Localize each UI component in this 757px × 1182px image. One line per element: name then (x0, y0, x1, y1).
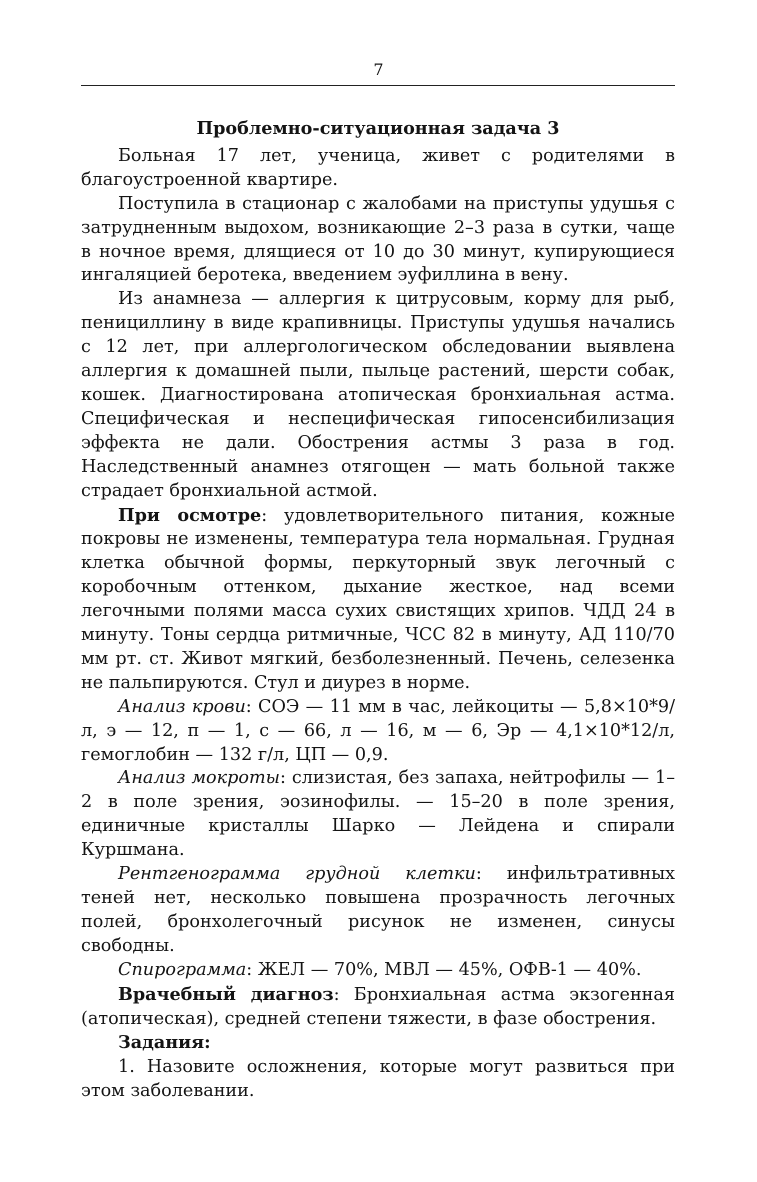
spirogram-label: Спирограмма (118, 959, 247, 980)
paragraph-tasks-heading (81, 1031, 675, 1056)
paragraph-patient-info: Больная 17 лет, ученица, живет с родителями в благоустроенной квартире. (81, 145, 675, 190)
paragraph-sputum-test (81, 767, 675, 863)
spirogram-text: : ЖЕЛ — 70%, МВЛ — 45%, ОФВ-1 — 40%. (246, 959, 642, 980)
blood-test-label: Анализ крови (118, 696, 246, 717)
examination-text: : удовлетворительного питания, кожные покровы не изменены, температура тела нормальная. Грудная клетка обычной формы, перкуторный звук легочный с коробочным оттенком, дыхание жесткое, над всеми легочными полями масса сухих свистящих хрипов. ЧДД 24 в минуту. Тоны сердца ритмичные, ЧСС 82 в минуту, АД 110/70 мм рт. ст. Живот мягкий, безболезненный. Печень, селезенка не пальпируются. Стул и диурез в норме. (81, 505, 676, 693)
paragraph-diagnosis (81, 983, 675, 1032)
paragraph-blood-test (81, 696, 675, 768)
examination-label: При осмотре (118, 504, 262, 526)
paragraph-spirogram (81, 959, 675, 983)
page-content (81, 117, 675, 1104)
sputum-test-label: Анализ мокроты (118, 768, 281, 789)
task-title: Проблемно-ситуационная задача 3 (196, 118, 560, 139)
xray-text: : инфильтративных теней нет, несколько повышена прозрачность легочных полей, бронхолегочный рисунок не изменен, синусы свободны. (81, 864, 675, 956)
xray-label: Рентгенограмма грудной клетки (118, 864, 476, 885)
diagnosis-label: Врачебный диагноз (118, 983, 334, 1005)
paragraph-xray (81, 863, 675, 959)
paragraph-anamnesis: Из анамнеза — аллергия к цитрусовым, корму для рыб, пенициллину в виде крапивницы. Приступы удушья начались с 12 лет, при аллергологическом обследовании выявлена аллергия к домашней пыли, пыльце растений, шерсти собак, кошек. Диагностирована атопическая бронхиальная астма. Специфическая и неспецифическая гипосенсибилизация эффекта не дали. Обострения астмы 3 раза в год. Наследственный анамнез отягощен — мать больной также страдает бронхиальной астмой. (81, 289, 675, 501)
diagnosis-text: : Бронхиальная астма экзогенная (атопическая), средней степени тяжести, в фазе обострения. (81, 984, 675, 1029)
paragraph-examination (81, 504, 675, 696)
paragraph-task-1: 1. Назовите осложнения, которые могут развиться при этом заболевании. (81, 1057, 675, 1102)
tasks-label: Задания: (118, 1032, 211, 1054)
page-number: 7 (373, 60, 384, 79)
header-rule (81, 85, 675, 86)
sputum-test-text: : слизистая, без запаха, нейтрофилы — 1–2 в поле зрения, эозинофилы. — 15–20 в поле зрения, единичные кристаллы Шарко — Лейдена и спирали Куршмана. (81, 768, 675, 861)
paragraph-complaints: Поступила в стационар с жалобами на приступы удушья с затрудненным выдохом, возникающие 2–3 раза в сутки, чаще в ночное время, длящиеся от 10 до 30 минут, купирующиеся ингаляцией беротека, введением эуфиллина в вену. (81, 193, 675, 286)
blood-test-text: : СОЭ — 11 мм в час, лейкоциты — 5,8×10*9/л, э — 12, п — 1, с — 66, л — 16, м — 6, Эр — 4,1×10*12/л, гемоглобин — 132 г/л, ЦП — 0,9. (81, 696, 675, 765)
